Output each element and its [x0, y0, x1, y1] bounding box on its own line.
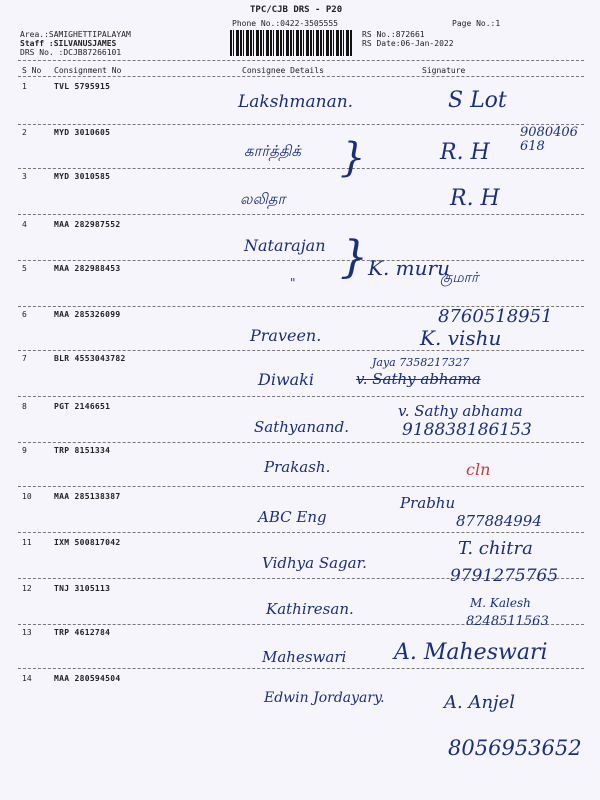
handwritten-signature: R. H	[440, 140, 490, 165]
handwritten-phone: 8248511563	[466, 614, 549, 629]
row-divider	[18, 668, 584, 669]
consignment-number: MYD 3010605	[54, 128, 111, 137]
consignment-number: IXM 500817042	[54, 538, 121, 547]
handwritten-name: Praveen.	[250, 326, 322, 345]
handwritten-name: Diwaki	[258, 370, 314, 389]
handwritten-phone: 877884994	[456, 512, 542, 530]
row-number: 9	[22, 446, 27, 455]
brace-mark: }	[340, 135, 366, 181]
handwritten-signature: v. Sathy abhama	[398, 402, 523, 420]
handwritten-signature: R. H	[450, 186, 500, 211]
row-divider	[18, 260, 584, 261]
consignment-number: TVL 5795915	[54, 82, 111, 91]
handwritten-signature: K. muru	[368, 256, 450, 280]
handwritten-note: Jaya 7358217327	[372, 356, 470, 369]
handwritten-name: ABC Eng	[258, 508, 327, 526]
handwritten-tamil-name: குமார்	[440, 270, 479, 286]
consignment-number: TRP 4612784	[54, 628, 111, 637]
handwritten-signature: A. Anjel	[444, 692, 516, 713]
row-number: 11	[22, 538, 32, 547]
drs-title: TPC/CJB DRS - P20	[250, 5, 343, 15]
consignment-number: TNJ 3105113	[54, 584, 111, 593]
brace-mark: }	[340, 232, 368, 283]
handwritten-name: Sathyanand.	[254, 418, 349, 436]
row-number: 6	[22, 310, 27, 319]
rs-number: RS No.:872661	[362, 30, 425, 39]
consignment-number: MAA 282987552	[54, 220, 121, 229]
row-number: 3	[22, 172, 27, 181]
handwritten-name: Edwin Jordayary.	[264, 690, 385, 706]
row-number: 12	[22, 584, 32, 593]
handwritten-phone: 9080406618	[520, 125, 578, 154]
consignment-number: MAA 280594504	[54, 674, 121, 683]
col-consignee: Consignee Details	[242, 66, 324, 75]
handwritten-signature: Prabhu	[400, 494, 456, 512]
handwritten-name: Kathiresan.	[266, 600, 354, 618]
row-divider	[18, 442, 584, 443]
row-number: 8	[22, 402, 27, 411]
row-number: 5	[22, 264, 27, 273]
handwritten-phone: 8056953652	[448, 736, 582, 760]
row-number: 2	[22, 128, 27, 137]
handwritten-name: Natarajan	[244, 236, 326, 255]
handwritten-signature: K. vishu	[420, 326, 502, 350]
columns-divider	[18, 76, 584, 77]
col-signature: Signature	[422, 66, 466, 75]
handwritten-name: Maheswari	[262, 648, 347, 666]
handwritten-name: Prakash.	[264, 458, 331, 476]
header-divider	[18, 60, 584, 61]
row-number: 10	[22, 492, 32, 501]
handwritten-phone: 9791275765	[450, 566, 559, 586]
consignment-number: PGT 2146651	[54, 402, 111, 411]
barcode-image	[230, 30, 352, 56]
row-number: 1	[22, 82, 27, 91]
drs-number: DRS No. :DCJB87266101	[20, 48, 122, 57]
handwritten-phone: 918838186153	[402, 420, 532, 440]
handwritten-name: லலிதா	[240, 190, 286, 208]
row-divider	[18, 350, 584, 351]
col-sno: S No	[22, 66, 42, 75]
staff-label: Staff :SILVANUSJAMES	[20, 39, 117, 48]
handwritten-signature: A. Maheswari	[394, 640, 548, 665]
consignment-number: BLR 4553043782	[54, 354, 126, 363]
row-divider	[18, 486, 584, 487]
row-number: 7	[22, 354, 27, 363]
handwritten-name: கார்த்திக்	[244, 142, 301, 160]
handwritten-signature: T. chitra	[458, 538, 533, 559]
row-divider	[18, 532, 584, 533]
consignment-number: MAA 282988453	[54, 264, 121, 273]
consignment-number: MYD 3010585	[54, 172, 111, 181]
handwritten-name: Lakshmanan.	[238, 92, 354, 112]
phone-number: Phone No.:0422-3505555	[232, 19, 338, 28]
rs-date: RS Date:06-Jan-2022	[362, 39, 454, 48]
struck-signature: v. Sathy abhama	[356, 370, 481, 388]
consignment-number: MAA 285138387	[54, 492, 121, 501]
handwritten-signature: cln	[466, 460, 491, 479]
ditto-mark: "	[290, 276, 296, 290]
col-consignment: Consignment No	[54, 66, 122, 75]
consignment-number: TRP 8151334	[54, 446, 111, 455]
handwritten-phone: 8760518951	[438, 306, 553, 327]
row-number: 4	[22, 220, 27, 229]
row-divider	[18, 168, 584, 169]
row-divider	[18, 124, 584, 125]
row-divider	[18, 396, 584, 397]
handwritten-name: Vidhya Sagar.	[262, 554, 367, 572]
row-number: 13	[22, 628, 32, 637]
page-number: Page No.:1	[452, 19, 501, 28]
handwritten-signature: M. Kalesh	[470, 596, 531, 610]
consignment-number: MAA 285326099	[54, 310, 121, 319]
handwritten-signature: S Lot	[448, 88, 507, 113]
row-divider	[18, 214, 584, 215]
row-number: 14	[22, 674, 32, 683]
area-label: Area.:SAMIGHETTIPALAYAM	[20, 30, 131, 39]
